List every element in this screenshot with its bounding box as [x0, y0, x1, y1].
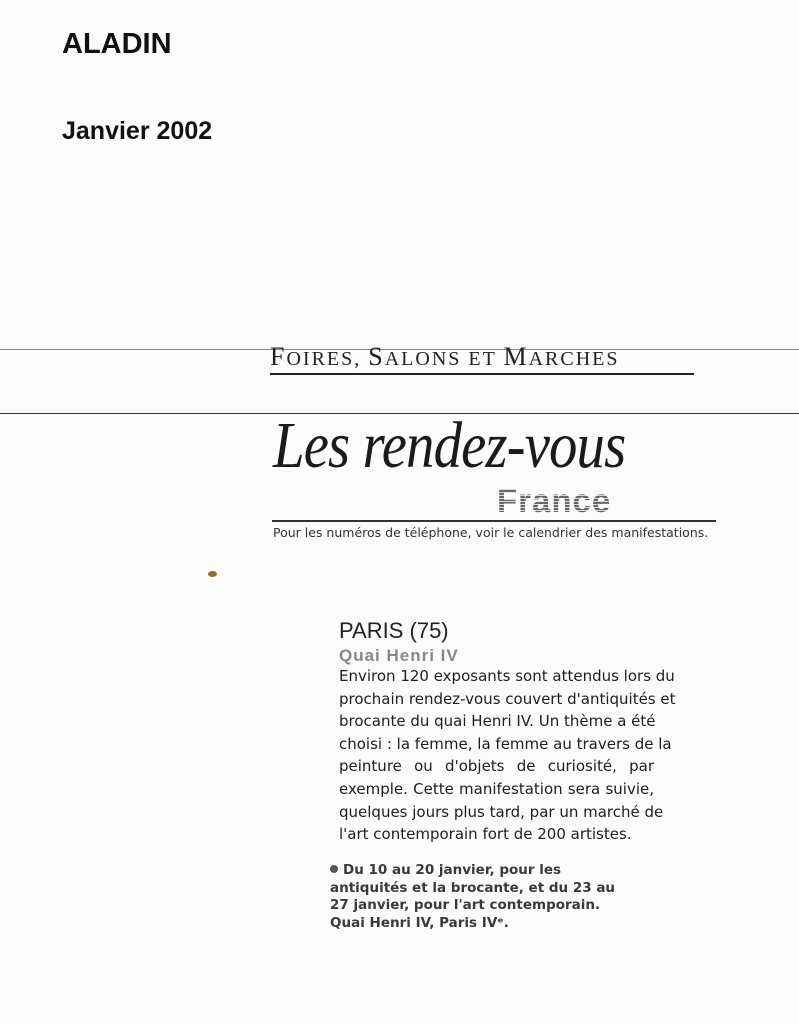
magazine-subtitle: Pour les numéros de téléphone, voir le calendrier des manifestations.: [273, 525, 709, 540]
article-venue: Quai Henri IV: [339, 646, 459, 665]
magazine-brand-logo: France: [497, 482, 612, 519]
article-city: PARIS (75): [339, 618, 449, 643]
article-line: prochain rendez-vous couvert d'antiquités et: [339, 689, 676, 708]
dates-line: 27 janvier, pour l'art contemporain.: [330, 897, 601, 913]
article-line: Environ 120 exposants sont attendus lors du: [339, 667, 675, 685]
brand-divider: [272, 520, 716, 522]
section-underline: [270, 373, 694, 375]
dates-line: Quai Henri IV, Paris IVᵉ.: [330, 914, 509, 931]
article-line: peinture ou d'objets de curiosité, par: [339, 757, 654, 776]
magazine-heading: Les rendez-vous: [273, 409, 626, 482]
article-line: exemple. Cette manifestation sera suivie,: [339, 779, 654, 798]
article-body: [339, 665, 676, 846]
article-line: l'art contemporain fort de 200 artistes.: [339, 825, 632, 844]
section-title-text: FOIRES, SALONS ET MARCHES: [270, 342, 620, 371]
publication-date: Janvier 2002: [62, 117, 213, 145]
bullet-icon: [330, 865, 338, 873]
dates-line: Du 10 au 20 janvier, pour les: [343, 862, 562, 878]
section-title: [270, 342, 620, 372]
dates-line-first: [330, 862, 650, 880]
article-line: quelques jours plus tard, par un marché de: [339, 802, 664, 821]
dates-line: antiquités et la brocante, et du 23 au: [330, 879, 616, 896]
article-line: choisi : la femme, la femme au travers de la: [339, 734, 672, 753]
event-dates: [330, 862, 650, 932]
article-line: brocante du quai Henri IV. Un thème a été: [339, 712, 656, 731]
publication-name: ALADIN: [62, 28, 172, 60]
paper-smudge: [208, 571, 217, 577]
